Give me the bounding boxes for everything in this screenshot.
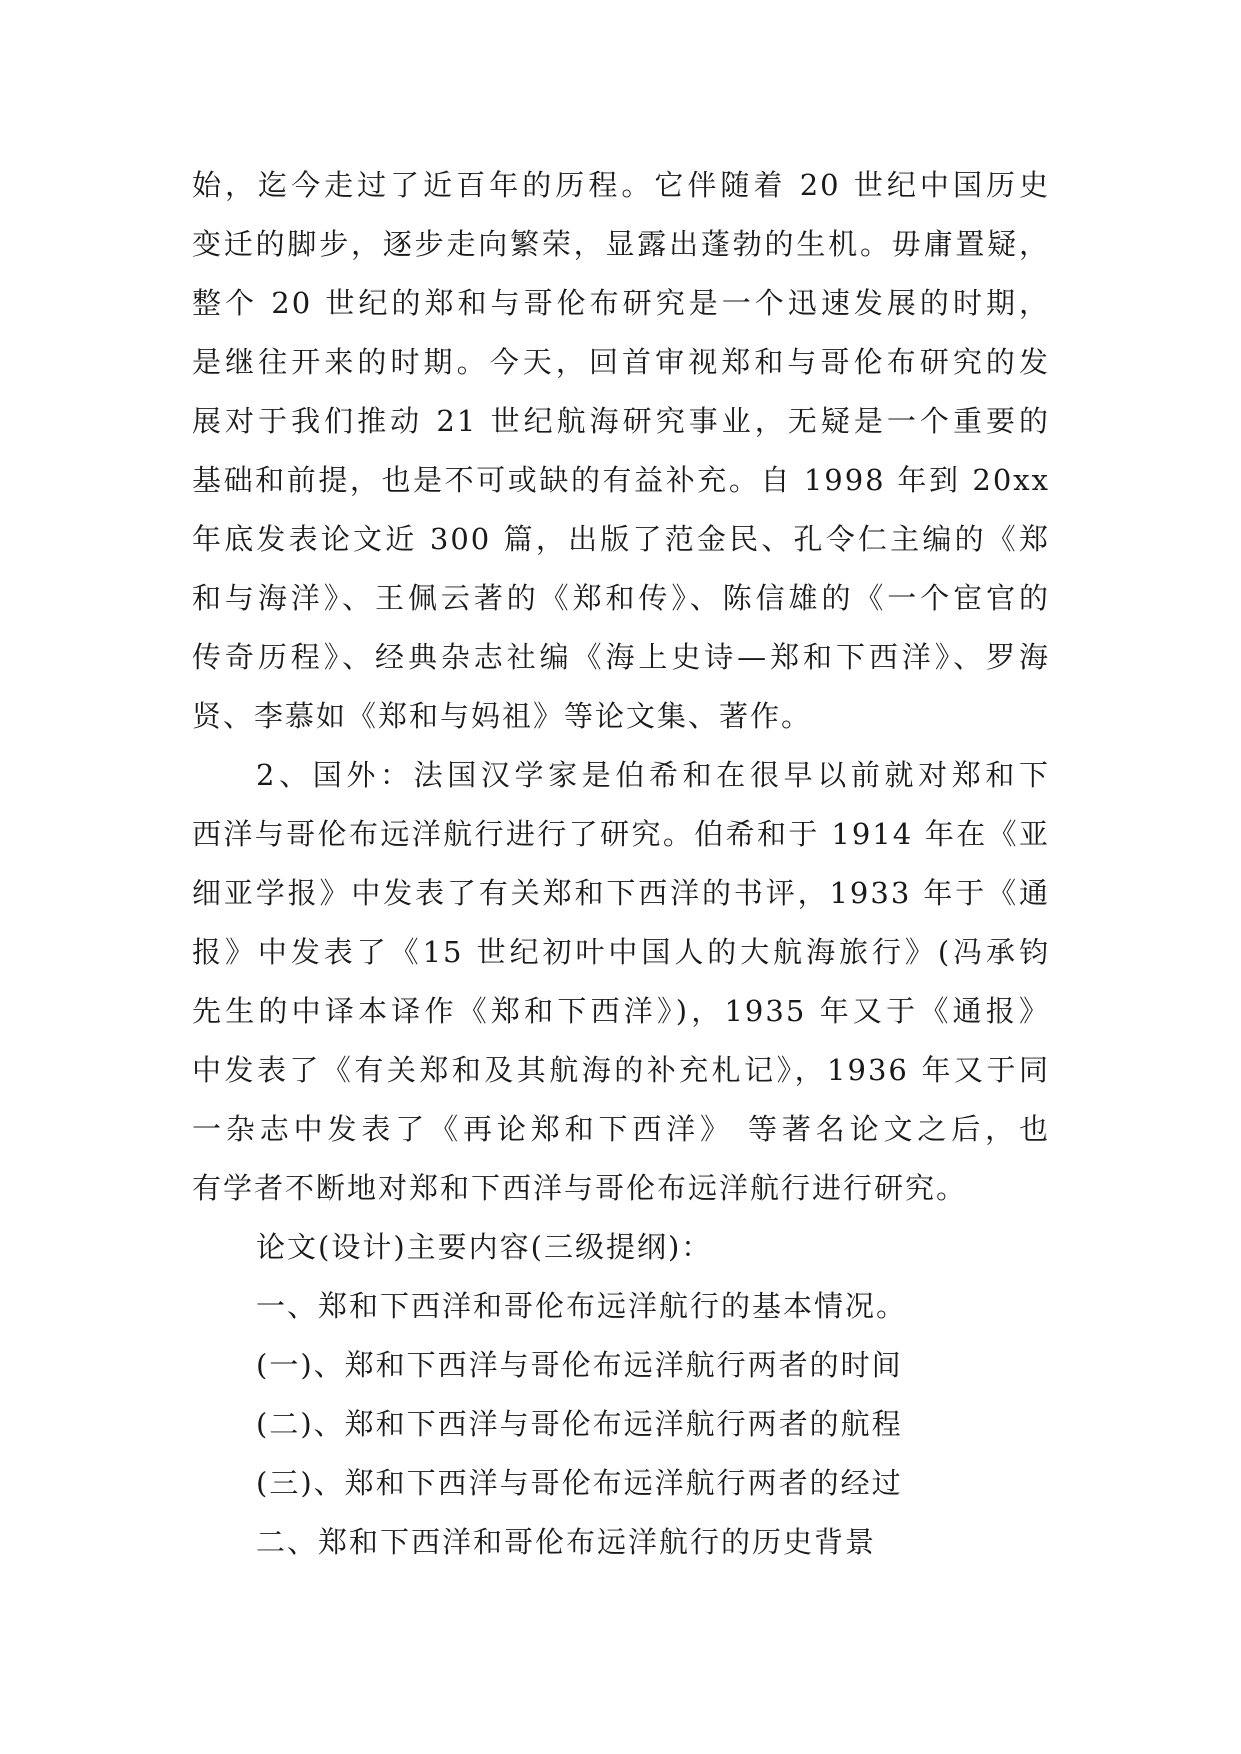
text-line: 和与海洋》、王佩云著的《郑和传》、陈信雄的《一个宦官的: [192, 581, 1050, 615]
text-line: 先生的中译本译作《郑和下西洋》)，1935 年又于《通报》: [192, 994, 1050, 1028]
text-line: 2、国外：法国汉学家是伯希和在很早以前就对郑和下: [256, 758, 1050, 792]
text-line: 整个 20 世纪的郑和与哥伦布研究是一个迅速发展的时期，: [192, 286, 1050, 320]
text-line: 年底发表论文近 300 篇，出版了范金民、孔令仁主编的《郑: [192, 522, 1050, 556]
outline-subitem: (一)、郑和下西洋与哥伦布远洋航行两者的时间: [256, 1348, 903, 1382]
text-line: 有学者不断地对郑和下西洋与哥伦布远洋航行进行研究。: [192, 1171, 968, 1205]
text-line: 是继往开来的时期。今天，回首审视郑和与哥伦布研究的发: [192, 345, 1050, 379]
text-line: 传奇历程》、经典杂志社编《海上史诗—郑和下西洋》、罗海: [192, 640, 1050, 674]
outline-subitem: (二)、郑和下西洋与哥伦布远洋航行两者的航程: [256, 1407, 903, 1441]
outline-heading: 论文(设计)主要内容(三级提纲)：: [256, 1230, 713, 1264]
text-line: 西洋与哥伦布远洋航行进行了研究。伯希和于 1914 年在《亚: [192, 817, 1050, 851]
text-line: 始，迄今走过了近百年的历程。它伴随着 20 世纪中国历史: [192, 168, 1050, 202]
text-line: 基础和前提，也是不可或缺的有益补充。自 1998 年到 20xx: [192, 463, 1050, 497]
text-line: 变迁的脚步，逐步走向繁荣，显露出蓬勃的生机。毋庸置疑，: [192, 227, 1050, 261]
text-line: 细亚学报》中发表了有关郑和下西洋的书评，1933 年于《通: [192, 876, 1050, 910]
text-line: 报》中发表了《15 世纪初叶中国人的大航海旅行》(冯承钧: [192, 935, 1050, 969]
outline-subitem: (三)、郑和下西洋与哥伦布远洋航行两者的经过: [256, 1466, 903, 1500]
text-line: 贤、李慕如《郑和与妈祖》等论文集、著作。: [192, 699, 813, 733]
text-line: 中发表了《有关郑和及其航海的补充札记》，1936 年又于同: [192, 1053, 1050, 1087]
outline-item: 一、郑和下西洋和哥伦布远洋航行的基本情况。: [256, 1289, 908, 1323]
outline-item: 二、郑和下西洋和哥伦布远洋航行的历史背景: [256, 1525, 877, 1559]
body-text: [192, 156, 1050, 1572]
text-line: 展对于我们推动 21 世纪航海研究事业，无疑是一个重要的: [192, 404, 1050, 438]
text-line: 一杂志中发表了《再论郑和下西洋》 等著名论文之后，也: [192, 1112, 1050, 1146]
